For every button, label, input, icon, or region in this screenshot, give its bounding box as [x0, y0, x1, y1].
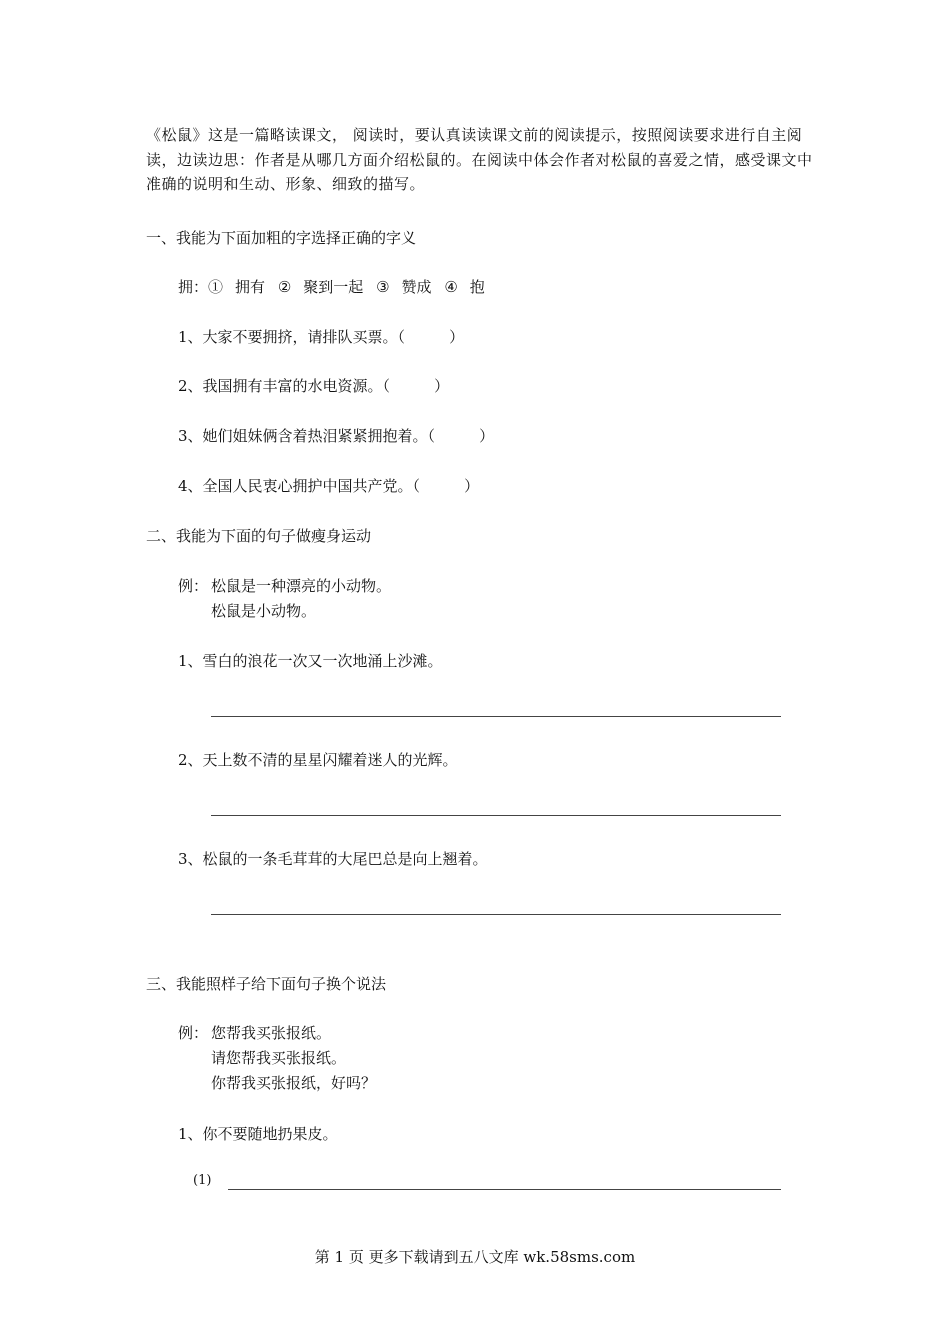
option-marker: ③: [376, 278, 390, 296]
option-text: 赞成: [401, 278, 432, 296]
example-line: 松鼠是一种漂亮的小动物。: [211, 577, 392, 595]
section3-heading: 三、我能照样子给下面句子换个说法: [146, 975, 387, 993]
example-line: 请您帮我买张报纸。: [211, 1049, 347, 1067]
section1-heading: 一、我能为下面加粗的字选择正确的字义: [146, 229, 417, 247]
item-text: 、天上数不清的星星闪耀着迷人的光辉。: [187, 751, 458, 769]
item-text: 、雪白的浪花一次又一次地涌上沙滩。: [187, 652, 443, 670]
question-item: [178, 326, 464, 347]
question-item: [178, 1123, 338, 1144]
option-text: 聚到一起: [303, 278, 364, 296]
question-item: [178, 848, 488, 869]
answer-line[interactable]: [211, 815, 781, 816]
answer-line[interactable]: [211, 716, 781, 717]
item-text: 、全国人民衷心拥护中国共产党。（: [187, 477, 421, 495]
item-text: 、她们姐妹俩含着热泪紧紧拥抱着。（: [187, 427, 436, 445]
definition-options: [178, 276, 493, 297]
item-number: 2: [178, 751, 188, 769]
item-number: 4: [178, 477, 188, 495]
item-text: 、你不要随地扔果皮。: [187, 1125, 338, 1143]
item-number: 1: [178, 652, 188, 670]
option-marker: ②: [277, 278, 292, 296]
item-text: 、大家不要拥挤，请排队买票。（: [187, 328, 406, 346]
sub-item-label: (1): [193, 1173, 212, 1188]
example-line: 您帮我买张报纸。: [211, 1024, 332, 1042]
item-number: 3: [178, 850, 188, 868]
question-item: [178, 425, 494, 446]
example-label: 例：: [178, 1024, 209, 1042]
item-text: 、我国拥有丰富的水电资源。（: [187, 377, 391, 395]
paren-close: ）: [434, 377, 450, 395]
question-item: [178, 475, 479, 496]
question-item: [178, 375, 449, 396]
item-text: 、松鼠的一条毛茸茸的大尾巴总是向上翘着。: [187, 850, 488, 868]
question-item: [178, 650, 443, 671]
answer-line[interactable]: [228, 1189, 781, 1190]
question-item: [178, 749, 458, 770]
answer-line[interactable]: [211, 914, 781, 915]
item-number: 1: [178, 328, 188, 346]
page-footer: 第 1 页 更多下载请到五八文库 wk.58sms.com: [314, 1248, 636, 1266]
char-label: 拥：: [178, 278, 209, 296]
option-marker: ①: [208, 278, 224, 296]
example-line: 你帮我买张报纸，好吗？: [211, 1074, 377, 1092]
paren-close: ）: [449, 328, 465, 346]
example-line: 松鼠是小动物。: [211, 602, 317, 620]
item-number: 3: [178, 427, 188, 445]
paren-close: ）: [464, 477, 480, 495]
option-text: 拥有: [235, 278, 266, 296]
item-number: 2: [178, 377, 188, 395]
paren-close: ）: [479, 427, 495, 445]
example-label: 例：: [178, 577, 209, 595]
option-text: 抱: [469, 278, 485, 296]
section2-heading: 二、我能为下面的句子做瘦身运动: [146, 527, 372, 545]
item-number: 1: [178, 1125, 188, 1143]
intro-paragraph: 《松鼠》这是一篇略读课文， 阅读时，要认真读读课文前的阅读提示，按照阅读要求进行自主阅读，边读边思：作者是从哪几方面介绍松鼠的。在阅读中体会作者对松鼠的喜爱之情，感受课文中准确的说明和生动、形象、细致的描写。: [146, 126, 813, 193]
option-marker: ④: [444, 278, 458, 296]
